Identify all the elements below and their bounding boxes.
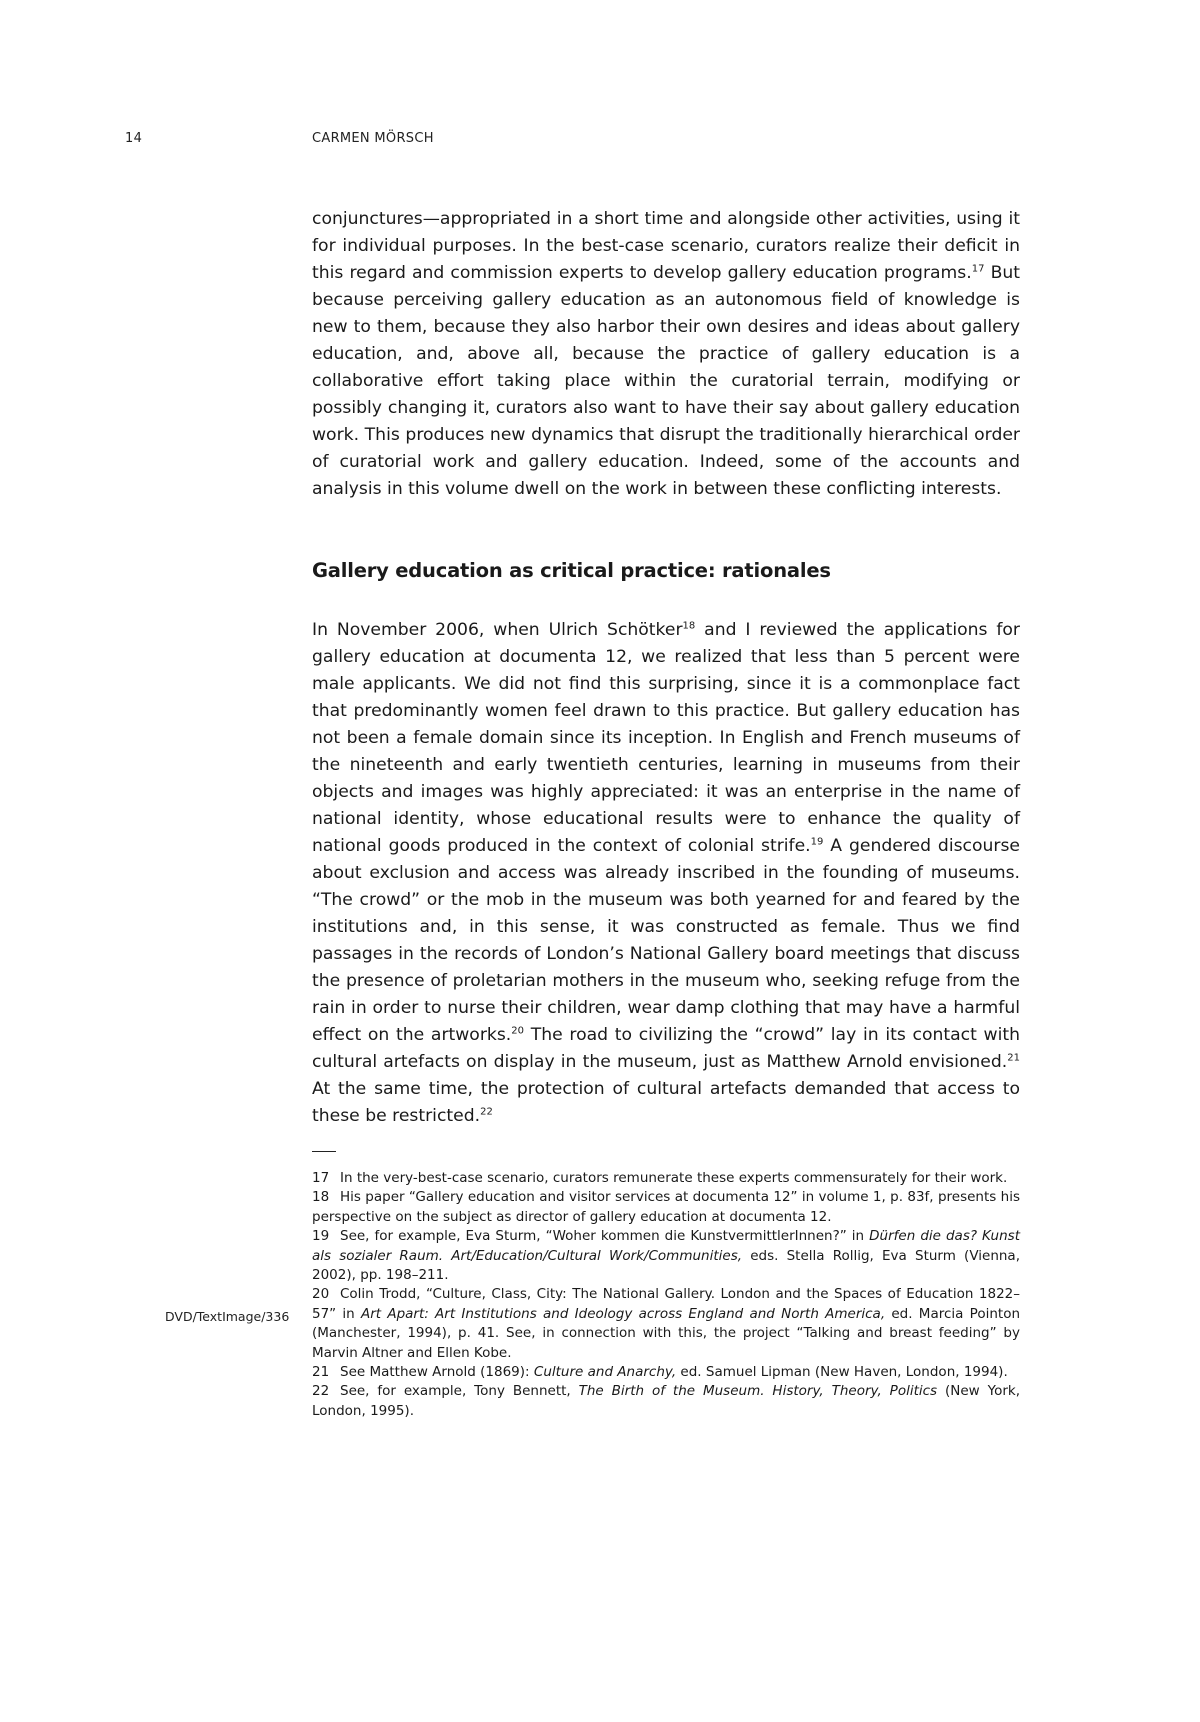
footnote-title: Culture and Anarchy, bbox=[533, 1364, 677, 1381]
paragraph-text: conjunctures—appropriated in a short time and alongside other activities, using it for individual purposes. In the best-case scenario, curators realize their deficit in this regard and commission experts to develop gallery education programs. bbox=[312, 209, 1020, 283]
footnote-20 bbox=[312, 1285, 1020, 1363]
paragraph-text: At the same time, the protection of cultural artefacts demanded that access to these be restricted. bbox=[312, 1079, 1020, 1126]
footnote-text: Colin Trodd, “Culture, Class, City: The National Gallery. London and the Spaces of Education 1822–57” in bbox=[312, 1286, 1020, 1322]
footnotes bbox=[312, 1169, 1020, 1421]
paragraph-text: In November 2006, when Ulrich Schötker bbox=[312, 620, 683, 640]
paragraph-text: A gendered discourse about exclusion and access was already inscribed in the founding of museums. “The crowd” or the mob in the museum was both yearned for and feared by the institutions and, in this sense, it was constructed as female. Thus we find passages in the records of London’s National Gallery board meetings that discuss the presence of proletarian mothers in the museum who, seeking refuge from the rain in order to nurse their children, wear damp clothing that may have a harmful effect on the artworks. bbox=[312, 836, 1020, 1045]
running-header-author: CARMEN MÖRSCH bbox=[312, 131, 434, 146]
footnote-text: In the very-best-case scenario, curators remunerate these experts commensurately for their work. bbox=[340, 1170, 1008, 1186]
footnote-text: See, for example, Tony Bennett, bbox=[340, 1383, 579, 1400]
footnote-text: (New York, London, 1995). bbox=[312, 1383, 1020, 1419]
footnote-text: See Matthew Arnold (1869): bbox=[340, 1364, 534, 1381]
paragraph-text: and I reviewed the applications for gallery education at documenta 12, we realized that less than 5 percent were male applicants. We did not find this surprising, since it is a commonplace fact that predominantly women feel drawn to this practice. But gallery education has not been a female domain since its inception. In English and French museums of the nineteenth and early twentieth centuries, learning in museums from their objects and images was highly appreciated: it was an enterprise in the name of national identity, whose educational results were to enhance the quality of national goods produced in the context of colonial strife. bbox=[312, 620, 1020, 856]
section-heading: Gallery education as critical practice: rationales bbox=[312, 559, 831, 582]
footnote-ref-22: 22 bbox=[480, 1106, 493, 1118]
page-number: 14 bbox=[125, 131, 143, 146]
paragraph-text: The road to civilizing the “crowd” lay in its contact with cultural artefacts on display in the museum, just as Matthew Arnold envisioned. bbox=[312, 1025, 1020, 1072]
footnote-19 bbox=[312, 1227, 1020, 1285]
footnote-number: 19 bbox=[312, 1228, 330, 1245]
footnote-ref-17: 17 bbox=[971, 263, 985, 275]
footnote-text: His paper “Gallery education and visitor services at documenta 12” in volume 1, p. 83f, presents his perspective on the subject as director of gallery education at documenta 12. bbox=[312, 1189, 1020, 1225]
footnote-title: Dürfen die das? Kunst als sozialer Raum. Art/Education/Cultural Work/Communities, bbox=[312, 1228, 1020, 1264]
footnote-number: 20 bbox=[312, 1286, 330, 1303]
footnote-text: ed. Samuel Lipman (New Haven, London, 1994). bbox=[676, 1364, 1008, 1381]
footnote-text: See, for example, Eva Sturm, “Woher kommen die KunstvermittlerInnen?” in bbox=[340, 1228, 870, 1245]
margin-note-dvd-reference: DVD/TextImage/336 bbox=[165, 1309, 290, 1324]
footnote-text: eds. Stella Rollig, Eva Sturm (Vienna, 2002), pp. 198–211. bbox=[312, 1247, 1020, 1284]
footnote-number: 22 bbox=[312, 1383, 330, 1400]
footnote-ref-19: 19 bbox=[810, 836, 824, 848]
footnote-title: Art Apart: Art Institutions and Ideology across England and North America, bbox=[361, 1305, 886, 1322]
footnote-number: 18 bbox=[312, 1189, 330, 1206]
footnote-text: ed. Marcia Pointon (Manchester, 1994), p. 41. See, in connection with this, the project “Talking and breast feeding” by Marvin Altner and Ellen Kobe. bbox=[312, 1305, 1021, 1361]
footnote-22 bbox=[312, 1382, 1020, 1421]
paragraph-text: But because perceiving gallery education as an autonomous field of knowledge is new to them, because they also harbor their own desires and ideas about gallery education, and, above all, because the practice of gallery education is a collaborative effort taking place within the curatorial terrain, modifying or possibly changing it, curators also want to have their say about gallery education work. This produces new dynamics that disrupt the traditionally hierarchical order of curatorial work and gallery education. Indeed, some of the accounts and analysis in this volume dwell on the work in between these conflicting interests. bbox=[312, 263, 1020, 499]
footnote-title: The Birth of the Museum. History, Theory, Politics bbox=[578, 1383, 938, 1400]
footnote-17 bbox=[312, 1169, 1020, 1188]
body-paragraph-1 bbox=[312, 206, 1020, 503]
body-paragraph-2 bbox=[312, 617, 1020, 1130]
footnote-ref-20: 20 bbox=[511, 1025, 524, 1037]
footnote-number: 21 bbox=[312, 1364, 330, 1381]
footnote-divider bbox=[312, 1151, 336, 1152]
footnote-ref-18: 18 bbox=[682, 620, 696, 632]
footnote-18 bbox=[312, 1188, 1020, 1227]
footnote-21 bbox=[312, 1363, 1020, 1382]
footnote-ref-21: 21 bbox=[1007, 1052, 1020, 1064]
footnote-number: 17 bbox=[312, 1170, 330, 1186]
